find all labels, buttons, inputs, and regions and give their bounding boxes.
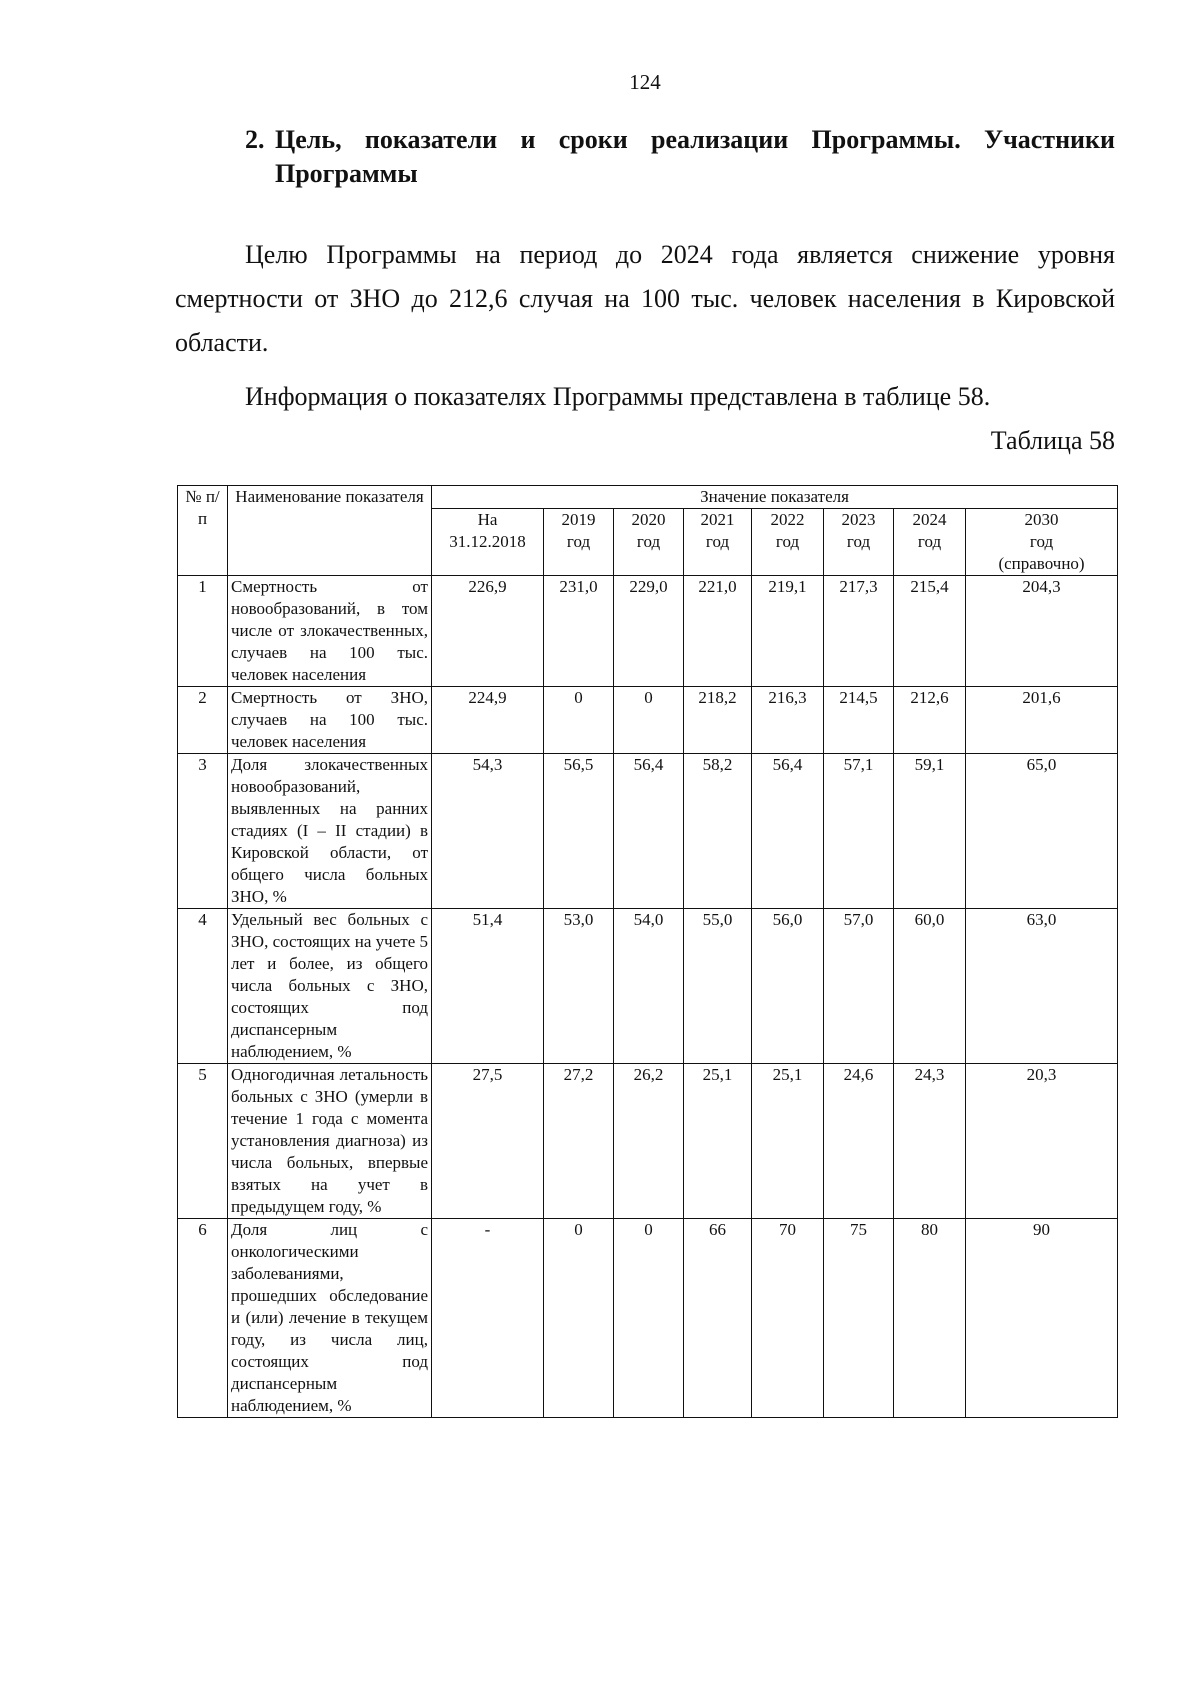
- indicator-value: 229,0: [614, 576, 684, 687]
- year-header-line: 31.12.2018: [449, 532, 526, 551]
- indicator-name: Смертность от новообразований, в том числе от злокачественных, случаев на 100 тыс. человек населения: [228, 576, 432, 687]
- column-header-number: № п/п: [178, 486, 228, 576]
- indicator-value: 201,6: [966, 687, 1118, 754]
- row-number: 4: [178, 909, 228, 1064]
- indicator-value: 65,0: [966, 754, 1118, 909]
- indicator-value: 204,3: [966, 576, 1118, 687]
- year-header-line: год: [846, 532, 871, 551]
- paragraph-goal: Целю Программы на период до 2024 года является снижение уровня смертности от ЗНО до 212,6 случая на 100 тыс. человек населения в Кировской области.: [175, 240, 1115, 357]
- year-header-line: 2024: [912, 510, 947, 529]
- year-header-line: год: [1029, 532, 1054, 551]
- column-header-year-2: [614, 509, 684, 576]
- indicator-name: Доля злокачественных новообразований, выявленных на ранних стадиях (I – II стадии) в Кировской области, от общего числа больных ЗНО, %: [228, 754, 432, 909]
- indicator-value: 56,5: [544, 754, 614, 909]
- indicator-value: 63,0: [966, 909, 1118, 1064]
- table-row: [178, 909, 1118, 1064]
- indicator-value: 26,2: [614, 1064, 684, 1219]
- table-row: [178, 1064, 1118, 1219]
- table-body: [178, 576, 1118, 1418]
- indicator-value: 54,0: [614, 909, 684, 1064]
- indicator-value: 24,3: [894, 1064, 966, 1219]
- year-header-line: год: [775, 532, 800, 551]
- row-number: 5: [178, 1064, 228, 1219]
- year-header-line: год: [636, 532, 661, 551]
- page-number: 124: [629, 70, 661, 94]
- column-header-name: Наименование показателя: [228, 486, 432, 576]
- year-header-line: (справочно): [998, 554, 1085, 573]
- indicator-value: 57,0: [824, 909, 894, 1064]
- year-header-line: 2019: [561, 510, 596, 529]
- indicator-name: Доля лиц с онкологическими заболеваниями, прошедших обследование и (или) лечение в текущем году, из числа лиц, состоящих под диспансерным наблюдением, %: [228, 1219, 432, 1418]
- table-header-row: [178, 486, 1118, 509]
- indicator-value: 59,1: [894, 754, 966, 909]
- indicator-value: 25,1: [752, 1064, 824, 1219]
- indicator-value: 224,9: [432, 687, 544, 754]
- indicator-value: 212,6: [894, 687, 966, 754]
- indicators-table: [177, 485, 1118, 1418]
- row-number: 6: [178, 1219, 228, 1418]
- year-header-line: 2022: [770, 510, 805, 529]
- indicator-value: 66: [684, 1219, 752, 1418]
- indicator-value: 75: [824, 1219, 894, 1418]
- indicator-value: 219,1: [752, 576, 824, 687]
- indicator-value: 214,5: [824, 687, 894, 754]
- indicator-value: 60,0: [894, 909, 966, 1064]
- year-header-line: 2020: [631, 510, 666, 529]
- indicator-value: 0: [614, 687, 684, 754]
- indicator-value: 221,0: [684, 576, 752, 687]
- column-header-year-3: [684, 509, 752, 576]
- indicator-value: 215,4: [894, 576, 966, 687]
- indicator-value: 0: [544, 1219, 614, 1418]
- indicator-value: 231,0: [544, 576, 614, 687]
- indicator-value: 218,2: [684, 687, 752, 754]
- indicator-value: 90: [966, 1219, 1118, 1418]
- year-header-line: год: [566, 532, 591, 551]
- indicator-value: 57,1: [824, 754, 894, 909]
- section-number: 2.: [245, 125, 265, 154]
- table-row: [178, 687, 1118, 754]
- paragraph-table-reference: Информация о показателях Программы представлена в таблице 58.: [245, 382, 991, 411]
- indicator-value: 56,4: [752, 754, 824, 909]
- indicator-value: 56,4: [614, 754, 684, 909]
- indicator-value: 56,0: [752, 909, 824, 1064]
- indicator-value: 55,0: [684, 909, 752, 1064]
- indicator-value: 0: [614, 1219, 684, 1418]
- indicator-value: 226,9: [432, 576, 544, 687]
- row-number: 2: [178, 687, 228, 754]
- column-header-year-6: [894, 509, 966, 576]
- column-header-year-7: [966, 509, 1118, 576]
- indicator-value: 216,3: [752, 687, 824, 754]
- year-header-line: год: [705, 532, 730, 551]
- indicator-value: 27,5: [432, 1064, 544, 1219]
- indicator-value: 27,2: [544, 1064, 614, 1219]
- table-row: [178, 754, 1118, 909]
- table-caption: Таблица 58: [990, 426, 1115, 455]
- indicator-value: 53,0: [544, 909, 614, 1064]
- column-group-header: Значение показателя: [432, 486, 1118, 509]
- indicator-value: 51,4: [432, 909, 544, 1064]
- column-header-year-1: [544, 509, 614, 576]
- year-header-line: 2030: [1024, 510, 1059, 529]
- year-header-line: 2021: [700, 510, 735, 529]
- indicator-name: Удельный вес больных с ЗНО, состоящих на учете 5 лет и более, из общего числа больных с ЗНО, состоящих под диспансерным наблюдением, %: [228, 909, 432, 1064]
- row-number: 1: [178, 576, 228, 687]
- column-header-year-0: [432, 509, 544, 576]
- indicator-value: 70: [752, 1219, 824, 1418]
- indicator-value: 217,3: [824, 576, 894, 687]
- table-row: [178, 576, 1118, 687]
- year-header-line: год: [917, 532, 942, 551]
- column-header-year-4: [752, 509, 824, 576]
- indicator-name: Смертность от ЗНО, случаев на 100 тыс. человек населения: [228, 687, 432, 754]
- row-number: 3: [178, 754, 228, 909]
- indicator-name: Одногодичная летальность больных с ЗНО (умерли в течение 1 года с момента установления диагноза) из числа больных, впервые взятых на учет в предыдущем году, %: [228, 1064, 432, 1219]
- section-title: Цель, показатели и сроки реализации Программы. Участники Программы: [275, 125, 1115, 188]
- section-heading: [245, 123, 1115, 191]
- indicator-value: 58,2: [684, 754, 752, 909]
- indicator-value: 80: [894, 1219, 966, 1418]
- year-header-line: На: [477, 510, 498, 529]
- indicator-value: 25,1: [684, 1064, 752, 1219]
- indicator-value: 54,3: [432, 754, 544, 909]
- indicator-value: 24,6: [824, 1064, 894, 1219]
- indicator-value: 0: [544, 687, 614, 754]
- year-header-line: 2023: [841, 510, 876, 529]
- indicator-value: -: [432, 1219, 544, 1418]
- table-row: [178, 1219, 1118, 1418]
- column-header-year-5: [824, 509, 894, 576]
- indicator-value: 20,3: [966, 1064, 1118, 1219]
